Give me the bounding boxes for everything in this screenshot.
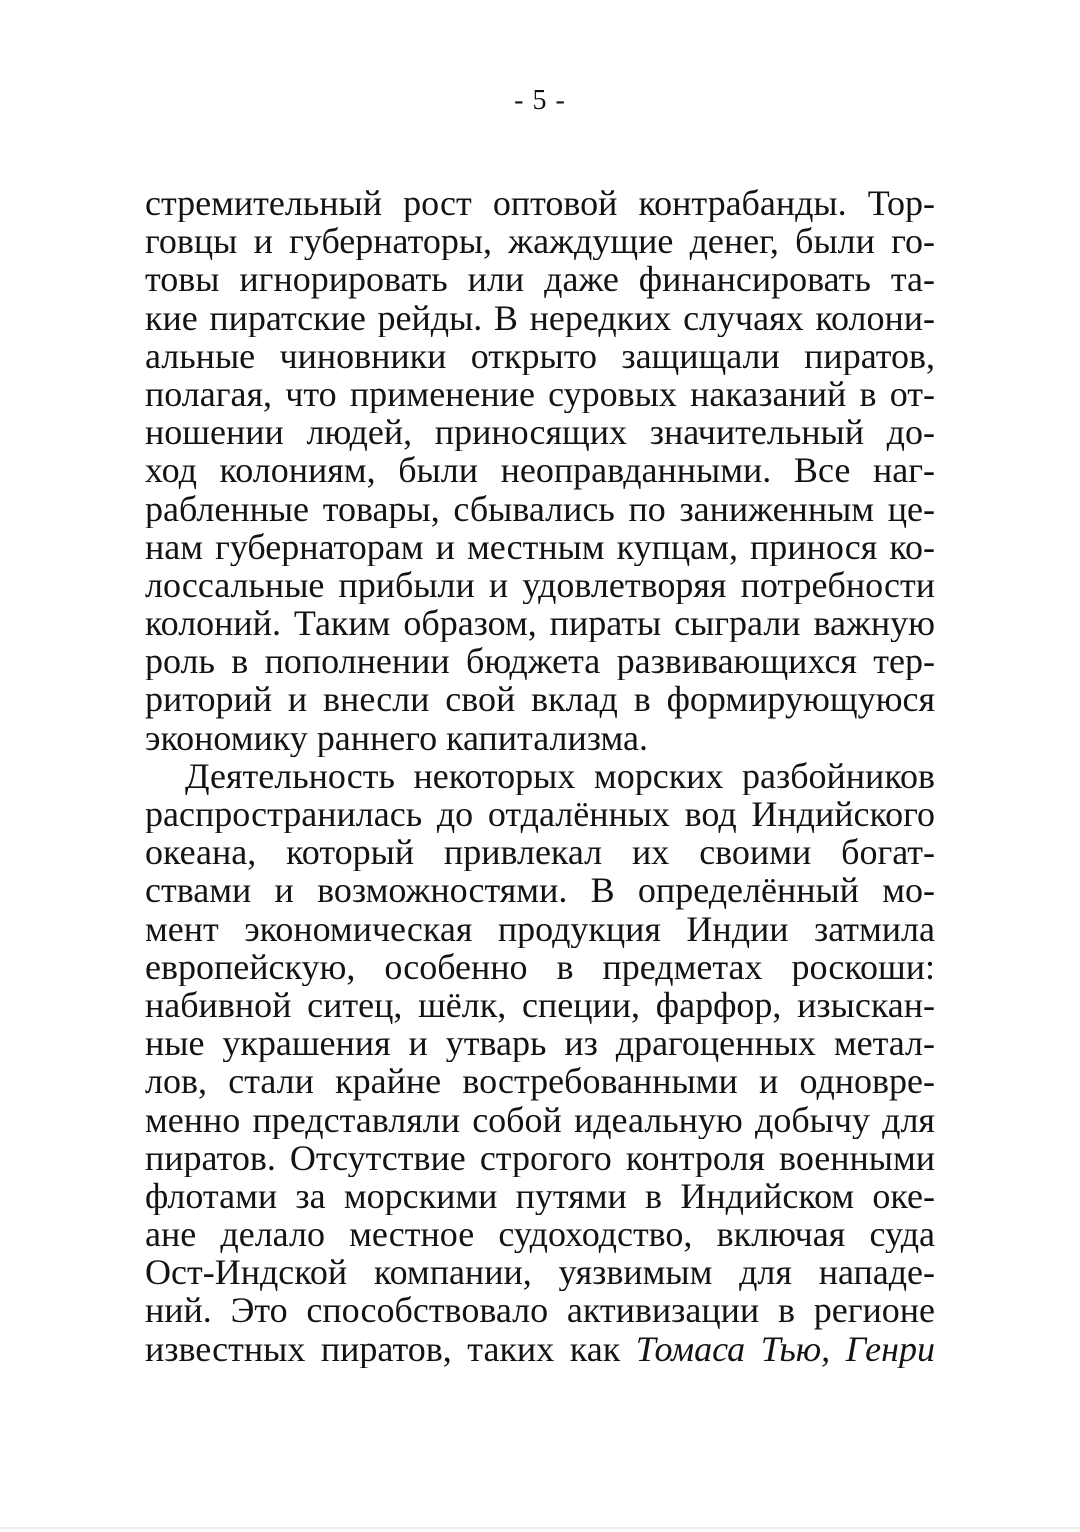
text-line-content: пиратов. Отсутствие строгого контроля военными <box>145 1138 935 1177</box>
text-line-content: стремительный рост оптовой контрабанды. Тор- <box>145 184 935 223</box>
text-line-content: мент экономическая продукция Индии затмила <box>145 909 935 948</box>
text-line-content: флотами за морскими путями в Индийском оке- <box>145 1176 935 1216</box>
text-line <box>145 948 935 986</box>
text-line-content: альные чиновники открыто защищали пиратов, <box>145 336 935 375</box>
text-line-content: Ост-Индской компании, уязвимым для нападе- <box>145 1253 935 1292</box>
text-line <box>145 1330 935 1368</box>
text-line <box>145 1291 935 1329</box>
text-line <box>145 1139 935 1177</box>
text-line-content: ход колониям, были неоправданными. Все наг- <box>145 451 935 490</box>
text-line-content: ные украшения и утварь из драгоценных метал- <box>145 1024 935 1063</box>
text-line <box>145 680 935 718</box>
text-line <box>145 642 935 680</box>
bottom-edge-divider <box>0 1527 1080 1529</box>
text-line <box>145 833 935 871</box>
body-text-block <box>145 184 935 1368</box>
text-line-content: нам губернаторам и местным купцам, принося ко- <box>145 527 935 566</box>
text-line <box>145 1062 935 1100</box>
text-line-content: полагая, что применение суровых наказаний в от- <box>145 374 935 414</box>
text-line <box>145 451 935 489</box>
text-line <box>145 1024 935 1062</box>
text-line <box>145 413 935 451</box>
text-line-content: набивной ситец, шёлк, специи, фарфор, изыскан- <box>145 985 935 1025</box>
text-line <box>145 299 935 337</box>
text-line <box>145 1253 935 1291</box>
text-line-content: роль в пополнении бюджета развивающихся тер- <box>145 642 935 681</box>
text-line <box>145 260 935 298</box>
text-line <box>145 566 935 604</box>
text-line <box>145 1101 935 1139</box>
text-line <box>145 528 935 566</box>
text-line <box>145 795 935 833</box>
text-line-content: риторий и внесли свой вклад в формирующуюся <box>145 680 935 719</box>
text-line <box>145 222 935 260</box>
text-line-content: распространилась до отдалённых вод Индийского <box>145 795 935 834</box>
text-line-content: рабленные товары, сбывались по заниженным це- <box>145 489 935 528</box>
italic-segment: Томаса Тью, Генри <box>635 1329 935 1368</box>
text-line <box>145 184 935 222</box>
text-line-content: говцы и губернаторы, жаждущие денег, были го- <box>145 222 935 261</box>
text-line <box>145 986 935 1024</box>
text-line-content: ствами и возможностями. В определённый мо- <box>145 871 935 910</box>
text-line <box>145 337 935 375</box>
text-line <box>145 490 935 528</box>
text-line-content: Деятельность некоторых морских разбойников <box>185 756 935 795</box>
text-line-content: ний. Это способствовало активизации в регионе <box>145 1291 935 1330</box>
text-line-content: лов, стали крайне востребованными и одновре- <box>145 1062 935 1101</box>
text-line-content: товы игнорировать или даже финансировать та- <box>145 260 935 299</box>
text-line-content: известных пиратов, таких как <box>145 1329 636 1368</box>
text-line-content: ношении людей, приносящих значительный до- <box>145 413 935 452</box>
text-line-content: менно представляли собой идеальную добычу для <box>145 1100 935 1139</box>
text-line <box>145 757 935 795</box>
text-line-content: ане делало местное судоходство, включая суда <box>145 1215 935 1254</box>
text-line <box>145 375 935 413</box>
text-line-content: лоссальные прибыли и удовлетворяя потребности <box>145 565 935 605</box>
page-number-header: - 5 - <box>514 85 566 116</box>
text-line-content: европейскую, особенно в предметах роскоши: <box>145 947 935 986</box>
text-line <box>145 604 935 642</box>
text-line <box>145 1177 935 1215</box>
text-line <box>145 910 935 948</box>
text-line <box>145 719 935 757</box>
text-line <box>145 1215 935 1253</box>
text-line-content: кие пиратские рейды. В нередких случаях колони- <box>145 298 935 337</box>
text-line-content: колоний. Таким образом, пираты сыграли важную <box>145 604 935 643</box>
text-line <box>145 871 935 909</box>
text-line-content: экономику раннего капитализма. <box>145 718 648 757</box>
text-line-content: океана, который привлекал их своими богат- <box>145 833 935 872</box>
